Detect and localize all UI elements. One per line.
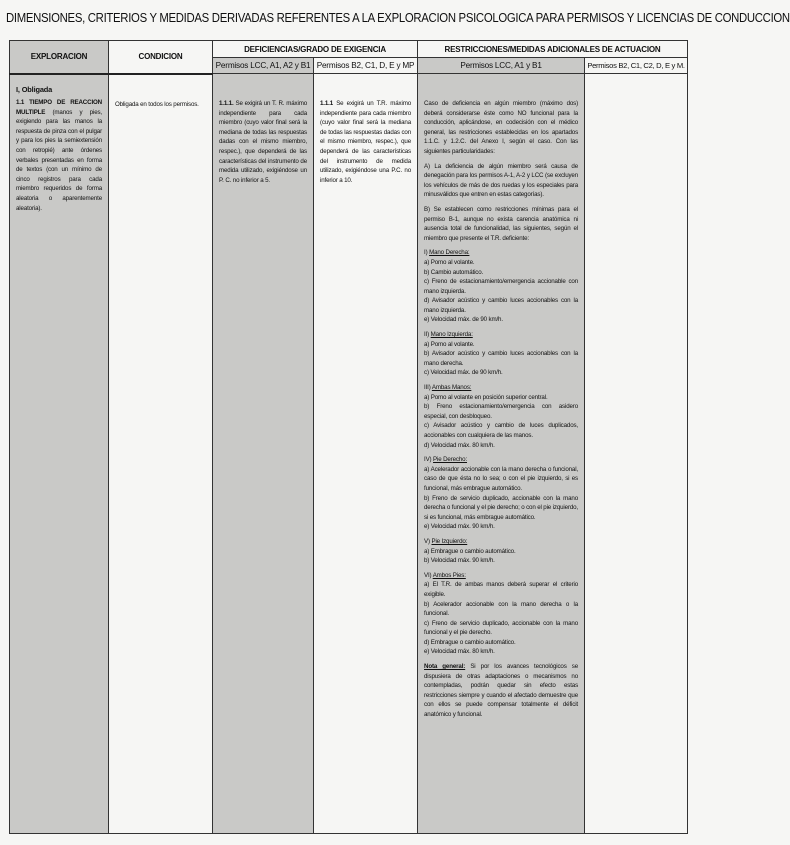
group-title: Mano Izquierda: [430,331,473,339]
group-number: IV) [424,456,434,464]
restriction-group [424,330,578,378]
restriction-group [424,537,578,566]
restriction-item: a) Embrague o cambio automático. [424,547,516,555]
cell-def-permisos-b2 [314,74,418,834]
def1-body: Se exigirá un T. R. máximo independiente para cada miembro (cuyo valor final será la mediana de todas las respuestas dadas con el mismo miembro, respec.), que dependerá de las características del instrumento de medida utilizado, exigiéndose un P. C. no inferior a 5. [219,100,307,184]
table-row [10,74,688,834]
group-title: Pie Izquierdo: [431,537,468,545]
header-exploracion: EXPLORACION [10,41,109,74]
cell-res-permisos-b2 [585,74,688,834]
def1-text [219,99,307,185]
cell-condicion [109,74,213,834]
restriction-item: b) Freno estacionamiento/emergencia con asidero especial, con desbloqueo. [424,403,579,420]
restriction-item: d) Velocidad máx. 80 km/h. [424,441,495,449]
restriction-item: e) Velocidad máx. 90 km/h. [424,523,495,531]
restriction-item: c) Freno de servicio duplicado, accionable con la mano funcional y el pie derecho. [424,619,579,637]
restriction-item: e) Velocidad máx. 80 km/h. [424,648,495,656]
group-number: VI) [424,571,433,579]
restriction-item: b) Velocidad máx. 90 km/h. [424,557,495,565]
group-number: II) [424,331,431,339]
res1-a: A) La deficiencia de algún miembro será causa de denegación para los permisos A-1, A-2 y LCC (se excluyen los vehículos de más de dos ruedas y los especiales para minusválidos que entren en estas categorías). [424,162,579,199]
def2-body: Se exigirá un T.R. máximo independiente para cada miembro (cuyo valor final será la mediana de todas las respuestas dadas con el mismo miembro, respec.), que dependerá de las características del instrumento de medida utilizado, exigiéndose una P.C. no inferior a 10. [320,100,412,184]
restriction-item: a) Pomo al volante en posición superior central. [424,393,548,401]
group-title: Mano Derecha: [429,249,470,257]
def1-lead: 1.1.1. [219,100,234,107]
restriction-item: c) Velocidad máx. de 90 km/h. [424,369,503,377]
header-res-permisos-lcc: Permisos LCC, A1 y B1 [418,58,585,74]
restriction-group [424,248,578,325]
restriction-group-title [424,537,578,547]
restriction-group [424,383,578,450]
exploracion-body: (manos y pies, exigiendo para las manos la respuesta de pinza con el pulgar y para los pies la semiextensión con retropié) ante órdenes verbales presentadas en forma de textos (con un mínimo de cinco registros para cada miembro requeridos de forma aleatoria o aparentemente aleatoria). [16,108,102,212]
restriction-group [424,455,578,532]
restriction-item: c) Freno de estacionamiento/emergencia accionable con mano izquierda. [424,278,579,295]
restriction-item: e) Velocidad máx. de 90 km/h. [424,316,503,324]
res1-note [424,662,578,720]
restriction-item: d) Avisador acústico y cambio luces accionables con la mano izquierda. [424,297,579,314]
restriction-item: b) Avisador acústico y cambio luces accionables con la mano derecha. [424,350,579,367]
restriction-item: b) Freno de servicio duplicado, accionable con la mano derecha o funcional y el pie derecho; o con el pie izquierdo, si es funcional, más embrague automático. [424,494,579,521]
def2-text [320,99,411,185]
header-deficiencias: DEFICIENCIAS/GRADO DE EXIGENCIA [213,41,418,58]
exploracion-text [16,98,102,213]
header-condicion: CONDICION [109,41,213,74]
page-title: DIMENSIONES, CRITERIOS Y MEDIDAS DERIVADAS REFERENTES A LA EXPLORACION PSICOLOGICA PARA PERMISOS Y LICENCIAS DE CONDUCCION [6,10,790,25]
note-text: Si por los avances tecnológicos se dispusiera de otras adaptaciones o mecanismos no contempladas, podrán quedar sin efecto estas restricciones siempre y cuando el afectado demuestre que con ellos se puede compensar totalmente el déficit anatómico y funcional. [424,663,579,719]
restriction-item: d) Embrague o cambio automático. [424,638,516,646]
group-title: Pie Derecho: [433,456,468,464]
restriction-item: a) Pomo al volante. [424,258,475,266]
restriction-group-title [424,330,578,340]
restriction-group-title [424,455,578,465]
exploration-table [9,40,688,834]
res1-intro: Caso de deficiencia en algún miembro (máximo dos) deberá considerarse éste como NO funcional para la conducción, aplicándose, en codecisión con el médico general, las restricciones establecidas en los apartados 1.1.C. y 1.2.C. del Anexo I, según el caso. Con las siguientes particularidades: [424,100,579,155]
group-number: V) [424,537,432,545]
def2-lead: 1.1.1 [320,100,334,107]
section-title: I, Obligada [16,84,53,94]
restriction-groups [424,248,578,657]
cell-exploracion [10,74,109,834]
note-label: Nota general: [424,663,466,671]
exploracion-lead: 1.1 TIEMPO DE REACCION MULTIPLE [16,99,102,116]
header-def-permisos-b2: Permisos B2, C1, D, E y MP [314,58,418,74]
restriction-item: a) El T.R. de ambas manos deberá superar el criterio exigible. [424,581,579,598]
header-def-permisos-lcc: Permisos LCC, A1, A2 y B1 [213,58,314,74]
res2-text [585,74,687,80]
restriction-item: a) Pomo al volante. [424,340,475,348]
cell-res-permisos-lcc [418,74,585,834]
condicion-text: Obligada en todos los permisos. [115,100,199,108]
restriction-group-title [424,248,578,258]
group-title: Ambos Pies: [432,571,466,579]
restriction-group-title [424,571,578,581]
restriction-item: b) Acelerador accionable con la mano derecha o la funcional. [424,600,579,618]
group-number: III) [424,384,432,392]
header-restricciones: RESTRICCIONES/MEDIDAS ADICIONALES DE ACTUACION [418,41,688,58]
restriction-item: b) Cambio automático. [424,268,484,276]
group-number: I) [424,249,430,257]
restriction-item: a) Acelerador accionable con la mano derecha o funcional, caso de que ésta no lo sea; o con el pie izquierdo, si es funcional, más embrague automático. [424,465,579,492]
header-res-permisos-b2: Permisos B2, C1, C2, D, E y M. [585,58,688,74]
res1-b: B) Se establecen como restricciones mínimas para el permiso B-1, aunque no exista carencia anatómica ni ausencia total de funcionalidad, las siguientes, según el miembro que presente el T.R. deficiente: [424,205,579,242]
restriction-item: c) Avisador acústico y cambio de luces duplicados, accionables con cualquiera de las manos. [424,422,579,439]
cell-def-permisos-lcc [213,74,314,834]
restriction-group-title [424,383,578,393]
restriction-group [424,571,578,657]
group-title: Ambas Manos: [431,384,472,392]
